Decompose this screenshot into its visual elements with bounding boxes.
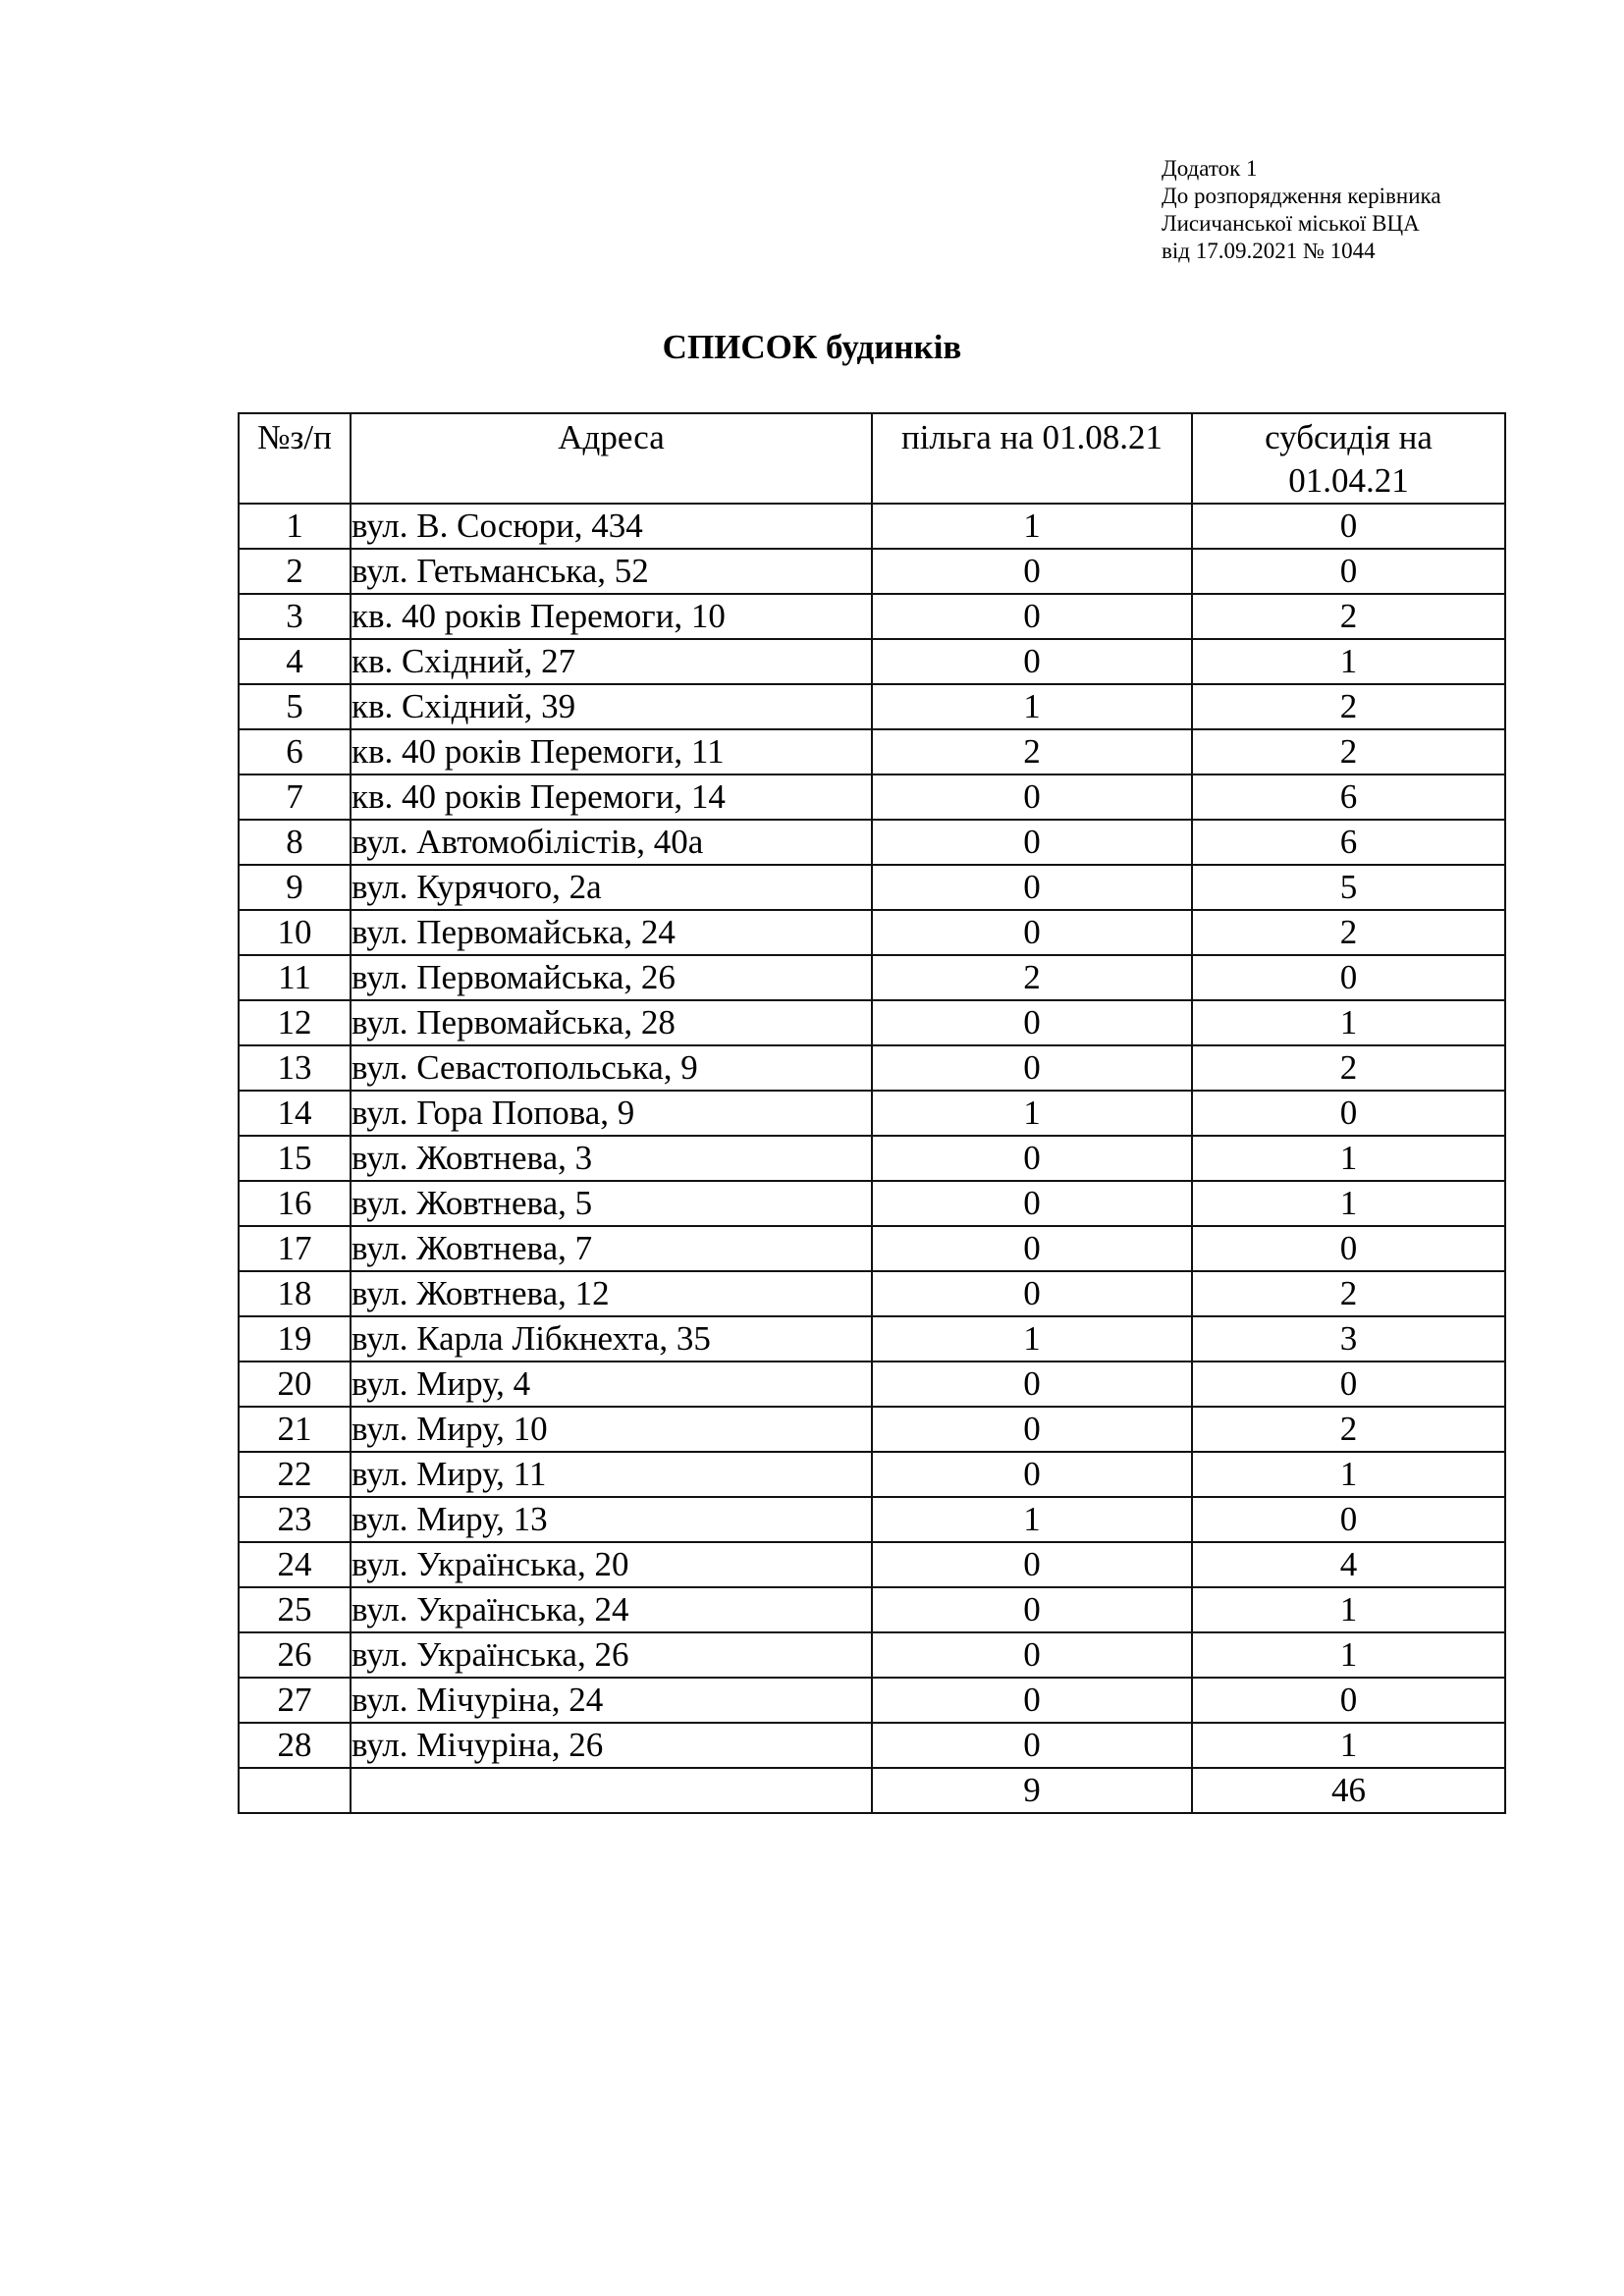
row-pilha: 1 <box>872 684 1192 729</box>
table-row <box>239 1452 1505 1497</box>
row-num: 11 <box>239 955 351 1000</box>
row-pilha: 0 <box>872 549 1192 594</box>
row-pilha: 0 <box>872 594 1192 639</box>
row-address: вул. Українська, 26 <box>351 1632 872 1678</box>
table-row <box>239 1678 1505 1723</box>
row-address: кв. 40 років Перемоги, 10 <box>351 594 872 639</box>
row-num: 15 <box>239 1136 351 1181</box>
row-num: 4 <box>239 639 351 684</box>
row-pilha: 0 <box>872 1226 1192 1271</box>
annex-line-1: Додаток 1 <box>1162 156 1258 181</box>
row-pilha: 0 <box>872 1271 1192 1316</box>
row-address: вул. Жовтнева, 3 <box>351 1136 872 1181</box>
table-row <box>239 549 1505 594</box>
row-subsidy: 3 <box>1192 1316 1505 1362</box>
row-num: 25 <box>239 1587 351 1632</box>
totals-num <box>239 1768 351 1813</box>
table-body <box>239 504 1505 1768</box>
table-row <box>239 955 1505 1000</box>
row-subsidy: 1 <box>1192 1000 1505 1045</box>
row-address: вул. Гетьманська, 52 <box>351 549 872 594</box>
totals-pilha: 9 <box>872 1768 1192 1813</box>
row-subsidy: 1 <box>1192 1452 1505 1497</box>
row-pilha: 0 <box>872 1407 1192 1452</box>
row-address: вул. Курячого, 2а <box>351 865 872 910</box>
document-title: СПИСОК будинків <box>662 328 962 366</box>
row-subsidy: 4 <box>1192 1542 1505 1587</box>
row-subsidy: 2 <box>1192 910 1505 955</box>
row-pilha: 1 <box>872 1316 1192 1362</box>
row-num: 1 <box>239 504 351 549</box>
row-subsidy: 1 <box>1192 1587 1505 1632</box>
row-address: кв. 40 років Перемоги, 11 <box>351 729 872 774</box>
row-subsidy: 1 <box>1192 1181 1505 1226</box>
row-subsidy: 1 <box>1192 1136 1505 1181</box>
header-num: №з/п <box>239 413 351 504</box>
row-subsidy: 1 <box>1192 639 1505 684</box>
row-address: вул. Миру, 11 <box>351 1452 872 1497</box>
table-row <box>239 504 1505 549</box>
row-num: 19 <box>239 1316 351 1362</box>
row-address: кв. Східний, 39 <box>351 684 872 729</box>
row-subsidy: 2 <box>1192 1271 1505 1316</box>
row-subsidy: 2 <box>1192 684 1505 729</box>
row-pilha: 2 <box>872 729 1192 774</box>
annex-block <box>1162 155 1441 265</box>
annex-line-2: До розпорядження керівника <box>1162 184 1441 208</box>
row-address: вул. Жовтнева, 5 <box>351 1181 872 1226</box>
row-pilha: 0 <box>872 1632 1192 1678</box>
row-pilha: 0 <box>872 1723 1192 1768</box>
header-subsidy-line-2: 01.04.21 <box>1288 461 1409 500</box>
row-num: 28 <box>239 1723 351 1768</box>
table-header-row <box>239 413 1505 504</box>
table-row <box>239 1136 1505 1181</box>
table-row <box>239 1542 1505 1587</box>
row-subsidy: 0 <box>1192 955 1505 1000</box>
table-row <box>239 1723 1505 1768</box>
row-num: 17 <box>239 1226 351 1271</box>
row-address: вул. Українська, 24 <box>351 1587 872 1632</box>
row-address: вул. Севастопольська, 9 <box>351 1045 872 1091</box>
row-address: вул. Гора Попова, 9 <box>351 1091 872 1136</box>
header-address: Адреса <box>351 413 872 504</box>
table-row <box>239 820 1505 865</box>
row-num: 5 <box>239 684 351 729</box>
table-row <box>239 1407 1505 1452</box>
row-subsidy: 6 <box>1192 774 1505 820</box>
row-num: 23 <box>239 1497 351 1542</box>
row-subsidy: 1 <box>1192 1723 1505 1768</box>
table-row <box>239 594 1505 639</box>
header-subsidy <box>1192 413 1505 504</box>
row-subsidy: 0 <box>1192 1091 1505 1136</box>
row-address: вул. Жовтнева, 12 <box>351 1271 872 1316</box>
row-address: вул. Автомобілістів, 40а <box>351 820 872 865</box>
row-address: вул. Мічуріна, 24 <box>351 1678 872 1723</box>
table-row <box>239 684 1505 729</box>
row-subsidy: 1 <box>1192 1632 1505 1678</box>
row-pilha: 0 <box>872 1587 1192 1632</box>
row-num: 9 <box>239 865 351 910</box>
row-num: 24 <box>239 1542 351 1587</box>
row-num: 2 <box>239 549 351 594</box>
row-pilha: 0 <box>872 639 1192 684</box>
row-pilha: 1 <box>872 1497 1192 1542</box>
row-num: 22 <box>239 1452 351 1497</box>
table-row <box>239 729 1505 774</box>
row-pilha: 0 <box>872 1362 1192 1407</box>
row-num: 14 <box>239 1091 351 1136</box>
row-pilha: 0 <box>872 774 1192 820</box>
row-subsidy: 5 <box>1192 865 1505 910</box>
row-num: 10 <box>239 910 351 955</box>
header-subsidy-line-1: субсидія на <box>1265 418 1433 456</box>
row-subsidy: 0 <box>1192 1226 1505 1271</box>
row-pilha: 0 <box>872 1136 1192 1181</box>
row-pilha: 1 <box>872 1091 1192 1136</box>
row-address: вул. Карла Лібкнехта, 35 <box>351 1316 872 1362</box>
annex-line-4: від 17.09.2021 № 1044 <box>1162 239 1376 263</box>
row-address: кв. 40 років Перемоги, 14 <box>351 774 872 820</box>
row-num: 20 <box>239 1362 351 1407</box>
row-address: вул. Первомайська, 26 <box>351 955 872 1000</box>
table-row <box>239 1497 1505 1542</box>
totals-row <box>239 1768 1505 1813</box>
row-pilha: 0 <box>872 820 1192 865</box>
row-pilha: 1 <box>872 504 1192 549</box>
row-pilha: 0 <box>872 1452 1192 1497</box>
table-row <box>239 1316 1505 1362</box>
table-row <box>239 774 1505 820</box>
row-pilha: 0 <box>872 865 1192 910</box>
table-row <box>239 1271 1505 1316</box>
row-num: 7 <box>239 774 351 820</box>
row-pilha: 2 <box>872 955 1192 1000</box>
row-subsidy: 2 <box>1192 594 1505 639</box>
row-address: вул. Миру, 13 <box>351 1497 872 1542</box>
row-pilha: 0 <box>872 1181 1192 1226</box>
row-subsidy: 6 <box>1192 820 1505 865</box>
row-num: 18 <box>239 1271 351 1316</box>
table-row <box>239 1362 1505 1407</box>
table-row <box>239 1226 1505 1271</box>
row-address: вул. Миру, 4 <box>351 1362 872 1407</box>
row-subsidy: 2 <box>1192 729 1505 774</box>
header-pilha: пільга на 01.08.21 <box>872 413 1192 504</box>
row-num: 26 <box>239 1632 351 1678</box>
row-address: кв. Східний, 27 <box>351 639 872 684</box>
row-pilha: 0 <box>872 1000 1192 1045</box>
row-num: 27 <box>239 1678 351 1723</box>
totals-address <box>351 1768 872 1813</box>
houses-table <box>238 412 1506 1814</box>
row-pilha: 0 <box>872 910 1192 955</box>
table-row <box>239 1632 1505 1678</box>
row-pilha: 0 <box>872 1045 1192 1091</box>
row-num: 8 <box>239 820 351 865</box>
totals-subsidy: 46 <box>1192 1768 1505 1813</box>
row-pilha: 0 <box>872 1678 1192 1723</box>
table-row <box>239 1587 1505 1632</box>
row-subsidy: 0 <box>1192 549 1505 594</box>
row-address: вул. Миру, 10 <box>351 1407 872 1452</box>
table-row <box>239 1181 1505 1226</box>
row-pilha: 0 <box>872 1542 1192 1587</box>
row-subsidy: 0 <box>1192 1497 1505 1542</box>
row-subsidy: 0 <box>1192 504 1505 549</box>
row-num: 16 <box>239 1181 351 1226</box>
row-num: 21 <box>239 1407 351 1452</box>
row-address: вул. В. Сосюри, 434 <box>351 504 872 549</box>
row-address: вул. Жовтнева, 7 <box>351 1226 872 1271</box>
row-address: вул. Мічуріна, 26 <box>351 1723 872 1768</box>
table-row <box>239 865 1505 910</box>
table-row <box>239 1091 1505 1136</box>
row-address: вул. Українська, 20 <box>351 1542 872 1587</box>
table-row <box>239 639 1505 684</box>
row-num: 3 <box>239 594 351 639</box>
row-num: 12 <box>239 1000 351 1045</box>
row-subsidy: 2 <box>1192 1045 1505 1091</box>
table-row <box>239 1045 1505 1091</box>
row-address: вул. Первомайська, 28 <box>351 1000 872 1045</box>
table-row <box>239 1000 1505 1045</box>
row-subsidy: 2 <box>1192 1407 1505 1452</box>
table-row <box>239 910 1505 955</box>
row-subsidy: 0 <box>1192 1362 1505 1407</box>
row-subsidy: 0 <box>1192 1678 1505 1723</box>
row-num: 13 <box>239 1045 351 1091</box>
row-num: 6 <box>239 729 351 774</box>
row-address: вул. Первомайська, 24 <box>351 910 872 955</box>
annex-line-3: Лисичанської міської ВЦА <box>1162 211 1420 236</box>
